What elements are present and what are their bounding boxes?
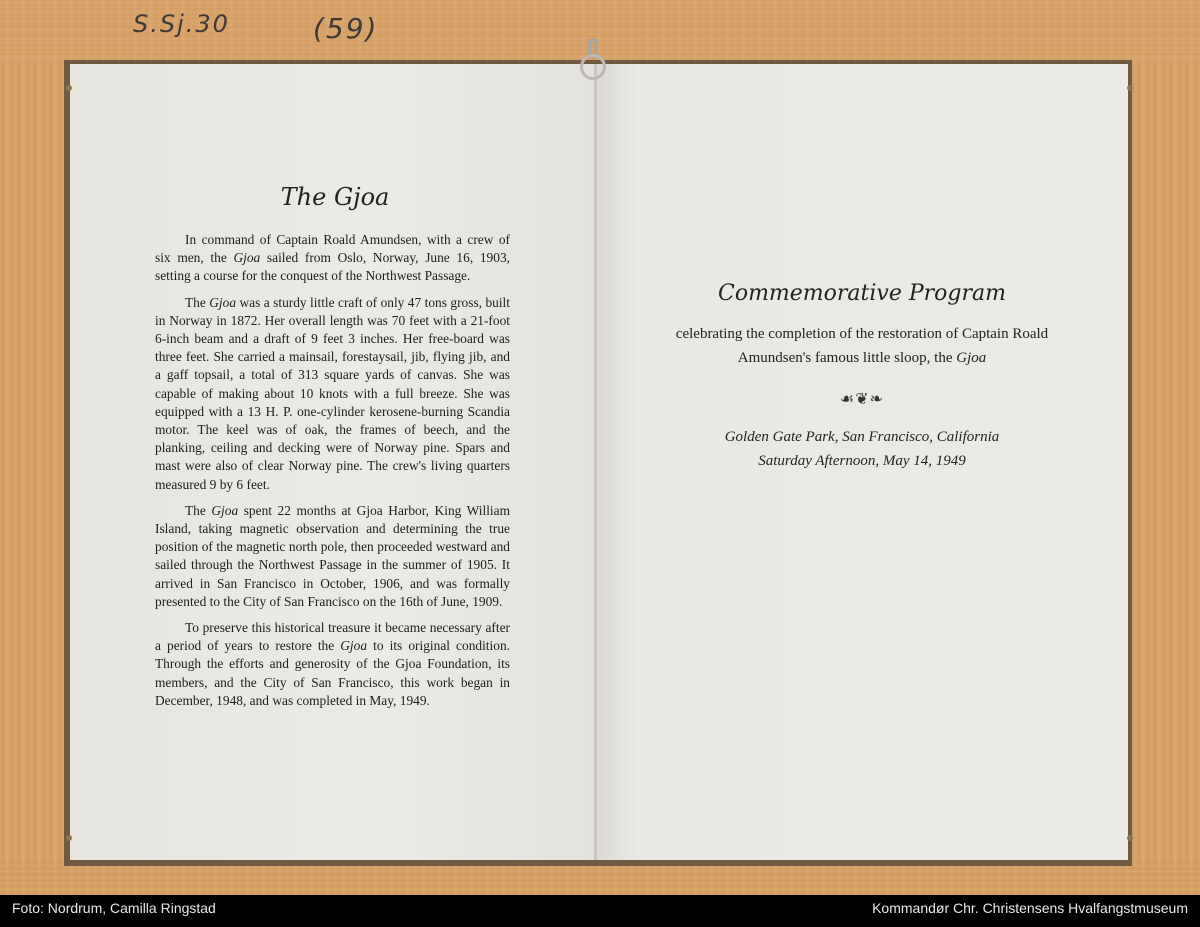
program-title: Commemorative Program	[717, 281, 1007, 306]
hanging-ring-icon	[580, 54, 606, 80]
paragraph-4: To preserve this historical treasure it became necessary after a period of years to restore the Gjoa to its original condition. Through the efforts and generosity of the Gjoa Foundation, its members, and the City of San Francisco, this work began in December, 1948, and was completed in May, 1949.	[155, 620, 510, 708]
frame-pin-icon	[66, 85, 72, 91]
frame-bottom-rail	[0, 862, 1200, 895]
museum-credit: Kommandør Chr. Christensens Hvalfangstmuseum	[872, 900, 1188, 916]
left-page-title: The Gjoa	[280, 183, 390, 211]
paragraph-1: In command of Captain Roald Amundsen, with a crew of six men, the Gjoa sailed from Oslo, Norway, June 16, 1903, setting a course for the conquest of the Northwest Passage.	[155, 232, 510, 284]
number-handwriting: (59)	[313, 12, 379, 45]
ship-name: Gjoa	[956, 350, 987, 366]
ship-name: Gjoa	[211, 502, 239, 518]
leaf-ornament-icon: ☙❦❧	[839, 389, 885, 408]
ship-name: Gjoa	[340, 638, 368, 654]
paragraph-2: The Gjoa was a sturdy little craft of only 47 tons gross, built in Norway in 1872. Her overall length was 70 feet with a 21-foot 6-inch beam and a draft of 9 feet 3 inches. Her free-board was three feet. She carried a mainsail, forestaysail, jib, flying jib, and a gaff topsail, a total of 313 square yards of canvas. She was capable of making about 10 knots with a full breeze. She was equipped with a 13 H. P. one-cylinder kerosene-burning Scandia motor. The keel was of oak, the frames of beech, and the planking, ceiling and decking were of Norway pine. Spars and mast were also of clear Norway pine. The crew's living quarters measured 9 by 6 feet.	[155, 294, 510, 492]
photo-credit: Foto: Nordrum, Camilla Ringstad	[12, 900, 216, 916]
frame-pin-icon	[1127, 85, 1133, 91]
program-subtitle: celebrating the completion of the restoration of Captain Roald Amundsen's famous little sloop, the Gjoa	[675, 326, 1049, 366]
event-date: Saturday Afternoon, May 14, 1949	[758, 453, 966, 469]
paragraph-3: The Gjoa spent 22 months at Gjoa Harbor, King William Island, taking magnetic observation and determining the true position of the magnetic north pole, then proceeded westward and sailed through the Northwest Passage in the summer of 1905. It arrived in San Francisco in October, 1906, and was formally presented to the City of San Francisco on the 16th of June, 1909.	[155, 502, 510, 609]
ship-name: Gjoa	[233, 250, 261, 266]
event-place: Golden Gate Park, San Francisco, California	[724, 429, 1000, 445]
history-text	[155, 231, 510, 718]
frame-pin-icon	[66, 835, 72, 841]
event-details	[596, 425, 1128, 473]
ship-name: Gjoa	[209, 294, 237, 310]
frame-pin-icon	[1127, 835, 1133, 841]
catalog-handwriting: S.Sj.30	[133, 10, 230, 38]
